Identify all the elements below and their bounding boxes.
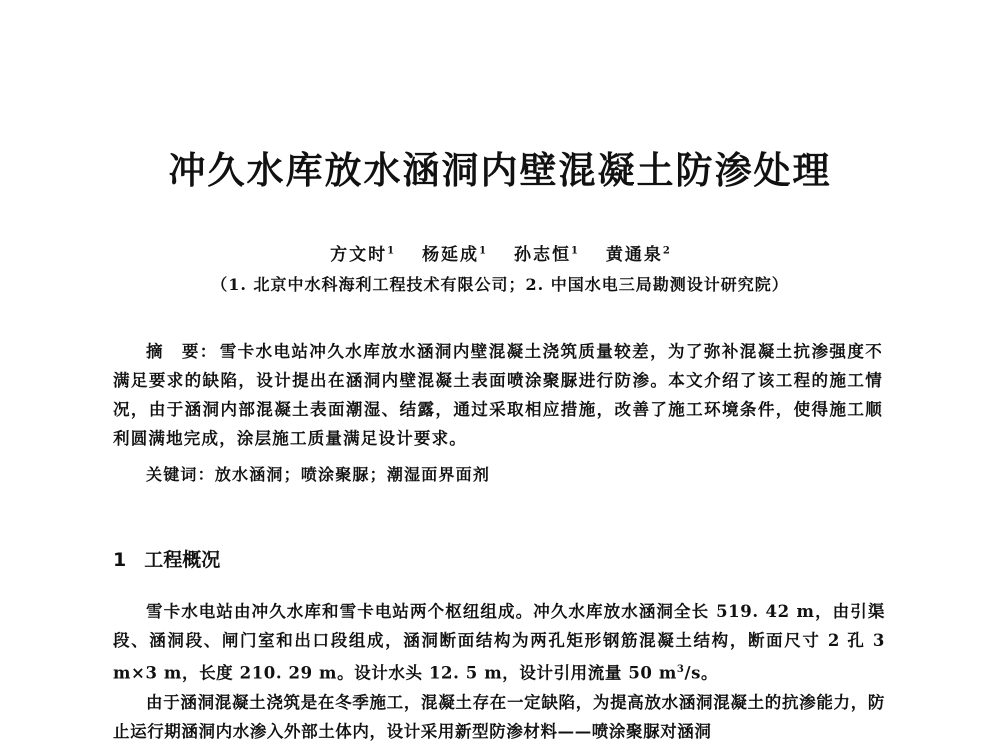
author: 黄通泉$^2$ [605,245,670,265]
author: 方文时$^1$ [330,245,395,265]
paper-title: 冲久水库放水涵洞内壁混凝土防渗处理 [168,149,832,192]
paragraph: 由于涵洞混凝土浇筑是在冬季施工，混凝土存在一定缺陷，为提高放水涵洞混凝土的抗渗能力，防止运行期涵洞内水渗入外部土体内，设计采用新型防渗材料——喷涂聚脲对涵洞 [113,692,885,741]
abstract-text: 雪卡水电站冲久水库放水涵洞内壁混凝土浇筑质量较差，为了弥补混凝土抗渗强度不满足要求的缺陷，设计提出在涵洞内壁混凝土表面喷涂聚脲进行防渗。本文介绍了该工程的施工情况，由于涵洞内部混凝土表面潮湿、结露，通过采取相应措施，改善了施工环境条件，使得施工顺利圆满地完成，涂层施工质量满足设计要求。 [113,342,883,448]
keywords-label: 关键词： [146,465,215,484]
section-number: 1 [113,549,127,571]
section-heading [113,545,220,572]
author: 孙志恒$^1$ [513,245,578,265]
author: 杨延成$^1$ [422,245,487,265]
keywords-text: 放水涵洞；喷涂聚脲；潮湿面界面剂 [214,465,491,484]
section-title: 工程概况 [144,549,221,571]
abstract-label: 摘 要： [146,342,218,361]
author-list [0,240,1000,265]
body-text [113,597,885,746]
abstract [113,337,883,453]
keywords [146,462,490,485]
paragraph: 雪卡水电站由冲久水库和雪卡电站两个枢纽组成。冲久水库放水涵洞全长 519. 42 m，由引渠段、涵洞段、闸门室和出口段组成，涵洞断面结构为两孔矩形钢筋混凝土结构，断面尺寸 2 孔 3 m×3 m，长度 210. 29 m。设计水头 12. 5 m，设计引用流量 50 $m^3/s$。 [113,602,885,683]
affiliations: （1. 北京中水科海利工程技术有限公司；2. 中国水电三局勘测设计研究院） [211,275,789,294]
